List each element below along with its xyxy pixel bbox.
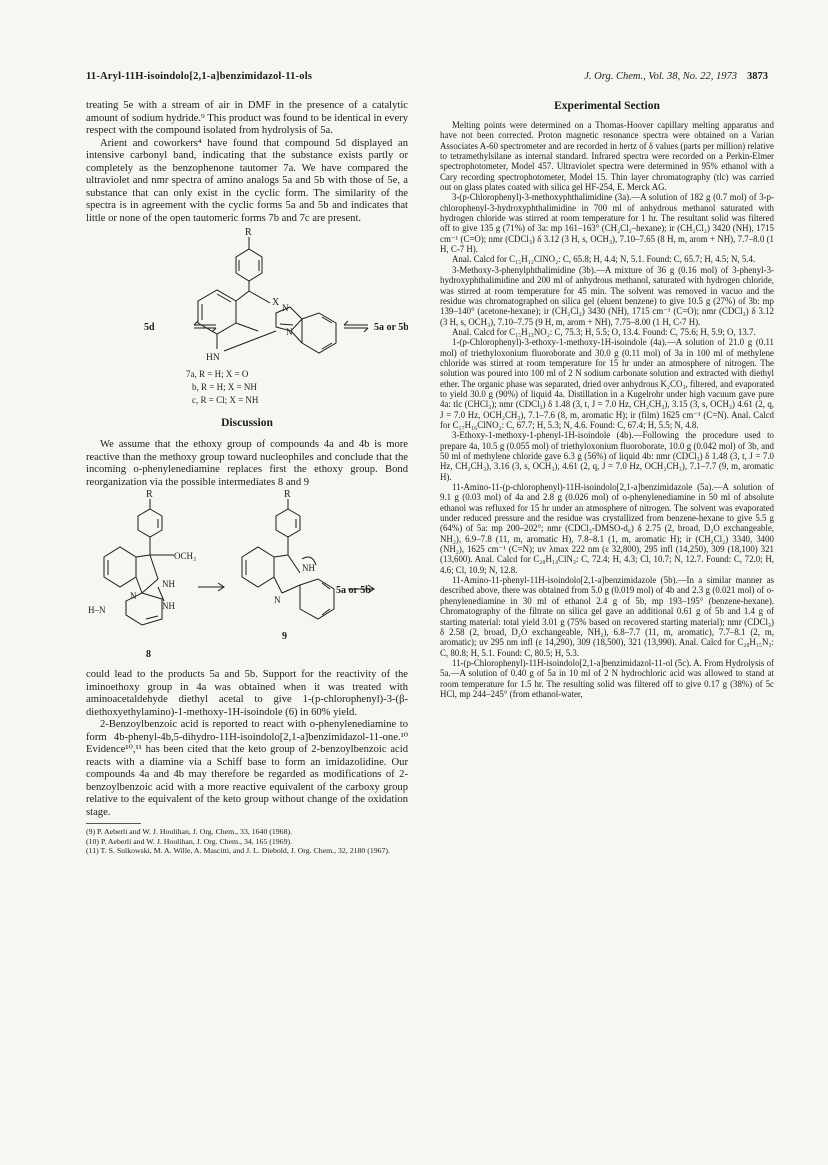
structure-7-drawing xyxy=(86,227,408,419)
legend-7b: b, R = H; X = NH xyxy=(192,382,257,392)
label-5a-or-5b-2: 5a or 5b xyxy=(336,585,371,596)
label-N-lower: N xyxy=(286,327,293,337)
footnote-11: (11) T. S. Sulkowski, M. A. Wille, A. Mascitti, and J. L. Diebold, J. Org. Chem., 32, 2180 (1967). xyxy=(86,846,390,856)
label-OCH3: OCH₃ xyxy=(174,551,197,561)
exp-analysis-3a: Anal. Calcd for C₁₅H₁₂ClNO₂: C, 65.8; H, 4.4; N, 5.1. Found: C, 65.7; H, 4.5; N, 5.4. xyxy=(452,254,756,265)
exp-analysis-3b: Anal. Calcd for C₁₅H₁₃NO₂: C, 75.3; H, 5.5; O, 13.4. Found: C, 75.6; H, 5.9; O, 13.7. xyxy=(452,326,756,337)
left-column xyxy=(86,100,408,856)
label-HN-8: H–N xyxy=(88,605,106,615)
page-number: 3873 xyxy=(747,71,768,82)
paragraph-arient: Arient and coworkers⁴ have found that compound 5d displayed an intensive carbonyl band, indicating that the substance exists partly or completely as the benzophenone tautomer 7a. We have compared the ultraviolet and nmr spectra of amino analogs 5a and 5b with those of 5e, a substance that can only exist in the cyclic form. The similarity of the spectra is in agreement with the cyclic forms 5a and 5b and indicates that little or none of the open tautomeric forms 7b and 7c are present. xyxy=(86,137,408,224)
exp-compound-5a: 11-Amino-11-(p-chlorophenyl)-11H-isoindolo[2,1-a]benzimidazole (5a).—A solution of 9.1 g (0.03 mol) of 4a and 2.8 g (0.026 mol) of o-phenylenediamine in 50 ml of absolute ethanol was refluxed for 15 hr under an atmosphere of nitrogen. The solvent was evaporated under reduced pressure and the residue was crystallized from benzene-hexane to give 5.5 g (64%) of 5a: mp 200–202°; nmr (CDCl₃-DMSO-d₆) δ 2.75 (2, broad, D₂O exchangeable, NH₂), 6.9–7.8 (11, m, aromatic H), 7.8–8.1 (1, m, aromatic H); ir (CH₂Cl₂) 3340, 3400 (NH₂), 1625 cm⁻¹ (C=N); uv λmax 222 nm (ε 32,800), 295 infl (14,250), 309 (18,100) 321 (13,600). Anal. Calcd for C₂₀H₁₄ClN₃: C, 72.4; H, 4.3; Cl, 10.7; N, 12.7. Found: C, 72.0; H, 4.6; Cl, 10.9; N, 12.8. xyxy=(440,482,774,575)
running-header xyxy=(86,71,768,85)
header-journal-citation xyxy=(584,71,768,82)
footnote-10: (10) P. Aeberli and W. J. Houlihan, J. Org. Chem., 34, 165 (1969). xyxy=(86,836,293,846)
legend-7a: 7a, R = H; X = O xyxy=(186,369,249,379)
label-5a-or-5b: 5a or 5b xyxy=(374,322,408,333)
label-NH-8: NH xyxy=(162,579,175,589)
label-R-9: R xyxy=(284,489,291,500)
paragraph-benzoylbenzoic: 2-Benzoylbenzoic acid is reported to react with o-phenylenediamine to form 4b-phenyl-4b,5-dihydro-11H-isoindolo[2,1-a]benzimidazol-11-one.¹⁰ Evidence¹⁰,¹¹ has been cited that the keto group of 2-benzoylbenzoic acid reacts with a diamine via a Schiff base to form an imidazolidine. Our compounds 4a and 4b may therefore be regarded as modifications of 2-benzoylbenzoic acid with a more reactive equivalent of the carboxy group relative to the equivalent of the keto group without change of the oxidation stage. xyxy=(86,719,408,818)
experimental-heading: Experimental Section xyxy=(554,100,660,112)
scheme-tautomer-7 xyxy=(86,227,408,419)
label-N-8: N xyxy=(130,591,137,601)
exp-compound-3b: 3-Methoxy-3-phenylphthalimidine (3b).—A mixture of 36 g (0.16 mol) of 3-phenyl-3-hydroxyphthalimidine and 200 ml of anhydrous methanol, saturated with hydrogen chloride, was stirred at room temperature for 45 min. The solvent was removed in vacuo and the residue was chromatographed on silica gel (eluent benzene) to give 10.5 g (27%) of 3b: mp 139–140° (acetone-hexane); ir (CH₂Cl₂) 3430 (NH), 1715 cm⁻¹ (C=O); nmr (CDCl₃) δ 3.12 (3 H, s, OCH₃), 7.10–7.75 (9 H, m, arom + NH), 7.75–8.00 (1 H, C-7 H). xyxy=(440,264,774,327)
label-5d: 5d xyxy=(144,322,155,333)
exp-compound-5b: 11-Amino-11-phenyl-11H-isoindolo[2,1-a]benzimidazole (5b).—In a similar manner as described above, there was obtained from 5.0 g (0.019 mol) of 4b and 2.3 g (0.021 mol) of o-phenylenediamine in 30 ml of ethanol 2.4 g of 5b, mp 193–195° (benzene-hexane). Chromatography of the filtrate on silica gel gave an additional 0.61 g of 5b and 1.4 g of starting material: total yield 3.01 g (75% based on recovered starting material); nmr (CDCl₃) δ 2.58 (2, broad, D₂O exchangeable, NH₂), 6.8–7.7 (11, m, aromatic), 7.7–8.1 (2, m, aromatic); uv 295 nm infl (ε 14,290), 309 (18,500), 321 (13,990). Anal. Calcd for C₂₀H₁₅N₃: C, 80.8; H, 5.1. Found: C, 80.5; H, 5.3. xyxy=(440,575,774,658)
label-X: X xyxy=(272,297,280,308)
intermediates-drawing xyxy=(86,489,408,669)
label-8: 8 xyxy=(146,649,151,660)
label-N-upper: N xyxy=(282,303,289,313)
label-9: 9 xyxy=(282,631,287,642)
discussion-heading: Discussion xyxy=(221,417,273,429)
label-R: R xyxy=(245,227,252,238)
label-N-9: N xyxy=(274,595,281,605)
scheme-intermediates xyxy=(86,489,408,669)
footnote-9: (9) P. Aeberli and W. J. Houlihan, J. Org. Chem., 33, 1640 (1968). xyxy=(86,827,293,836)
label-NH-9: NH xyxy=(302,563,315,573)
paragraph-continuation: treating 5e with a stream of air in DMF in the presence of a catalytic amount of sodium hydride.⁹ This product was found to be identical in every respect with the compound isolated from hydrolysis of 5a. xyxy=(86,100,408,136)
header-article-title: 11-Aryl-11H-isoindolo[2,1-a]benzimidazol-11-ols xyxy=(86,71,313,82)
exp-compound-3a: 3-(p-Chlorophenyl)-3-methoxyphthalimidine (3a).—A solution of 182 g (0.7 mol) of 3-p-chlorophenyl-3-hydroxyphthalimidine in 700 ml of anhydrous methanol saturated with hydrogen chloride was stirred at room temperature for 1 hr. The resultant solid was filtered off to give 135 g (71%) of 3a: mp 161–163° (CH₂Cl₂–hexane); ir (CH₂Cl₂) 3420 (NH), 1715 cm⁻¹ (C=O); nmr (CDCl₃) δ 3.12 (3 H, s, OCH₃), 7.10–7.65 (8 H, m, arom + NH), 7.7–8.0 (1 H, C-7 H). xyxy=(440,192,774,255)
exp-compound-5c: 11-(p-Chlorophenyl)-11H-isoindolo[2,1-a]benzimidazol-11-ol (5c). A. From Hydrolysis of 5a.—A solution of 0.40 g of 5a in 10 ml of 2 N hydrochloric acid was allowed to stand at room temperature for 1.5 hr. The resulting solid was filtered off to give 0.17 g (38%) of 5c HCl, mp 244–245° (from ethanol-water, xyxy=(440,657,774,699)
label-R-8: R xyxy=(146,489,153,500)
paragraph-discussion: We assume that the ethoxy group of compounds 4a and 4b is more reactive than the methoxy group toward nucleophiles and conclude that the incoming o-phenylenediamine replaces first the ethoxy group. Bond reorganization via the possible intermediates 8 and 9 xyxy=(86,439,408,488)
exp-compound-4b: 3-Ethoxy-1-methoxy-1-phenyl-1H-isoindole (4b).—Following the procedure used to prepare 4a, 10.5 g (0.055 mol) of triethyloxonium fluoroborate, 10.0 g (0.042 mol) of 3b, and 50 ml of methylene chloride gave 6.3 g (56%) of liquid 4b: nmr (CDCl₃) δ 1.48 (3, t, J = 7.0 Hz, CH₂CH₃), 3.16 (3, s, OCH₃), 4.61 (2, q, J = 7.0 Hz, OCH₂CH₃), 7.1–7.7 (9, m, aromatic H). xyxy=(440,430,774,482)
header-citation-text: J. Org. Chem., Vol. 38, No. 22, 1973 xyxy=(584,71,737,82)
exp-general: Melting points were determined on a Thomas-Hoover capillary melting apparatus and have not been corrected. Proton magnetic resonance spectra were obtained on a Varian Associates A-60 spectrometer and are recorded in hertz of δ values (parts per million) relative to tetramethylsilane as internal standard. Infrared spectra were recorded on a Perkin-Elmer spectrophotometer, Model 457. Ultraviolet spectra were determined in 95% ethanol with a Cary recording spectrophotometer, Model 15. Thin layer chromatography (tlc) was carried out on glass plates coated with silica gel HF-254, E. Merck AG. xyxy=(440,120,774,193)
exp-compound-4a: 1-(p-Chlorophenyl)-3-ethoxy-1-methoxy-1H-isoindole (4a).—A solution of 21.0 g (0.11 mol) of triethyloxonium fluoroborate and 30.0 g (0.11 mol) of 3a in 100 ml of methylene chloride was stirred at room temperature for 15 hr under an atmosphere of nitrogen. The solution was poured into 100 ml of 2 N sodium carbonate solution and extracted with diethyl ether. The organic phase was separated, dried over anhydrous K₂CO₃, filtered, and evaporated to yield 30.0 g (90%) of liquid 4a. Distillation in a Kugelrohr under high vacuum gave pure 4a: tlc (CHCl₃); nmr (CDCl₃) δ 1.48 (3, t, J = 7.0 Hz, CH₂CH₃), 3.15 (3, s, OCH₃) 4.61 (2, q, J = 7.0 Hz, OCH₂CH₃), 7.1–7.6 (8, m, aromatic H); ir (film) 1625 cm⁻¹ (C=N). Anal. Calcd for C₁₇H₁₆ClNO₂: C, 67.7; H, 5.3; N, 4.6. Found: C, 67.4; H, 5.5; N, 4.8. xyxy=(440,337,774,430)
right-column xyxy=(440,100,774,699)
footnote-rule xyxy=(86,823,141,824)
paragraph-products: could lead to the products 5a and 5b. Support for the reactivity of the iminoethoxy group in 4a was obtained when it was treated with aminoacetaldehyde diethyl acetal to give 1-(p-chlorophenyl)-3-(β-diethoxyethylamino)-1-methoxy-1H-isoindole (6) in 60% yield. xyxy=(86,669,408,718)
label-HN: HN xyxy=(206,353,220,363)
legend-7c: c, R = Cl; X = NH xyxy=(192,395,259,405)
label-NH-8b: NH xyxy=(162,601,175,611)
